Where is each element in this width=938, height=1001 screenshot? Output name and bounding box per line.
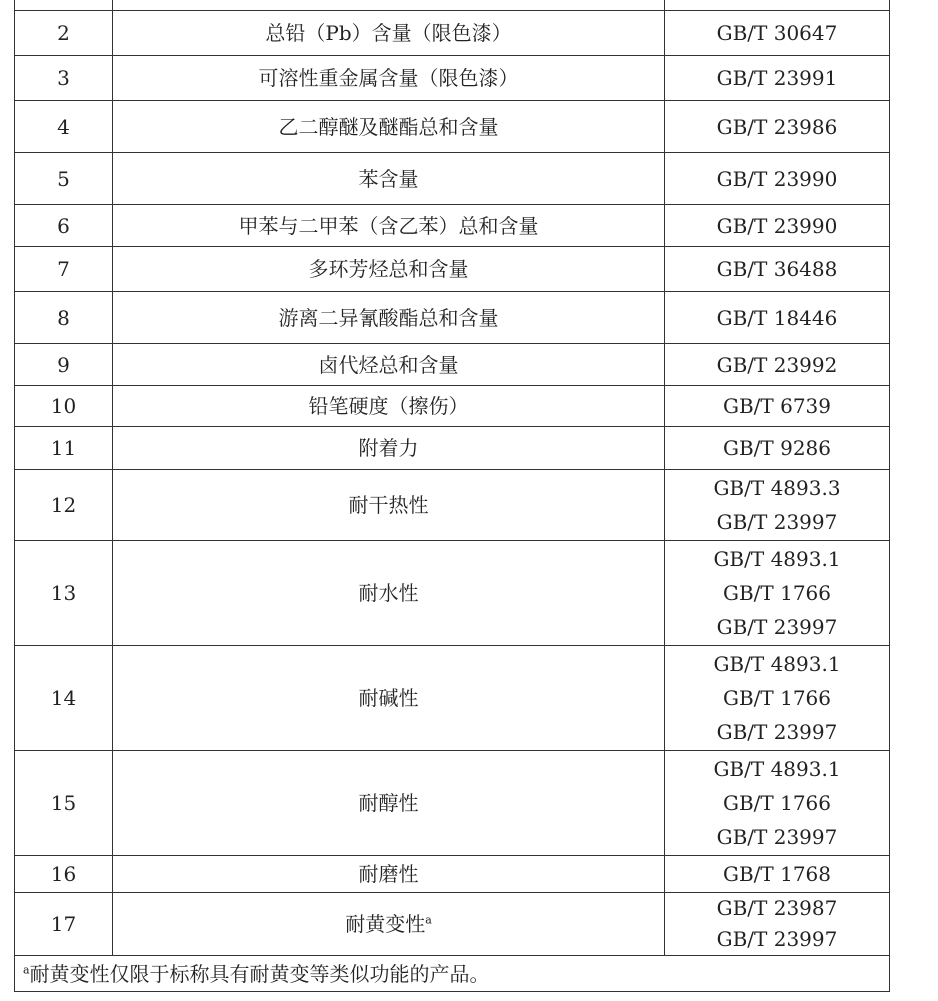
row-item: 耐干热性 [113,470,665,541]
table-body [15,0,890,992]
row-number: 10 [15,386,113,427]
footnote-marker: a [425,913,432,927]
row-method [665,751,890,856]
row-item: 耐醇性 [113,751,665,856]
row-number: 15 [15,751,113,856]
table-row [15,56,890,101]
row-number: 6 [15,205,113,247]
row-item: 可溶性重金属含量（限色漆） [113,56,665,101]
test-method-table [14,0,890,992]
method-line: GB/T 23997 [716,927,838,951]
row-method [665,0,890,11]
table-row [15,541,890,646]
row-method: GB/T 23991 [665,56,890,101]
method-line: GB/T 4893.1 [713,652,841,676]
table-row [15,646,890,751]
row-number: 3 [15,56,113,101]
row-item: 乙二醇醚及醚酯总和含量 [113,101,665,153]
row-method: GB/T 1768 [665,856,890,893]
table-row [15,386,890,427]
table-row [15,205,890,247]
method-line: GB/T 4893.3 [713,476,841,500]
row-item: 甲苯与二甲苯（含乙苯）总和含量 [113,205,665,247]
row-method: GB/T 36488 [665,247,890,292]
method-line: GB/T 1766 [722,581,831,605]
row-method: GB/T 30647 [665,11,890,56]
row-method [665,541,890,646]
footnote-text: 耐黄变性仅限于标称具有耐黄变等类似功能的产品。 [29,961,490,986]
table-row [15,247,890,292]
row-number: 5 [15,153,113,205]
row-method [665,470,890,541]
row-method [665,646,890,751]
footnote [15,956,890,992]
row-method: GB/T 9286 [665,427,890,470]
row-number: 14 [15,646,113,751]
row-item: 耐磨性 [113,856,665,893]
method-line: GB/T 4893.1 [713,757,841,781]
row-item-text: 耐黄变性 [345,912,426,936]
row-method: GB/T 6739 [665,386,890,427]
row-item: 多环芳烃总和含量 [113,247,665,292]
row-method: GB/T 23986 [665,101,890,153]
row-number [15,0,113,11]
method-line: GB/T 23997 [716,825,838,849]
row-number: 4 [15,101,113,153]
row-method: GB/T 23990 [665,153,890,205]
table-row [15,11,890,56]
row-number: 17 [15,893,113,956]
row-number: 16 [15,856,113,893]
row-item: 铅笔硬度（擦伤） [113,386,665,427]
table-row [15,344,890,386]
table-row [15,470,890,541]
row-item: 总铅（Pb）含量（限色漆） [113,11,665,56]
method-line: GB/T 23987 [716,896,838,920]
row-item: 附着力 [113,427,665,470]
method-line: GB/T 1766 [722,791,831,815]
row-item: 卤代烃总和含量 [113,344,665,386]
footnote-row [15,956,890,992]
method-line: GB/T 1766 [722,686,831,710]
row-item [113,893,665,956]
method-line: GB/T 23997 [716,720,838,744]
method-line: GB/T 23997 [716,615,838,639]
method-line: GB/T 23997 [716,510,838,534]
row-method: GB/T 23992 [665,344,890,386]
row-item [113,0,665,11]
row-item: 耐水性 [113,541,665,646]
table-row [15,751,890,856]
row-method: GB/T 18446 [665,292,890,344]
row-number: 8 [15,292,113,344]
row-number: 12 [15,470,113,541]
row-number: 9 [15,344,113,386]
footnote-marker: a [23,962,30,976]
row-item: 游离二异氰酸酯总和含量 [113,292,665,344]
row-method: GB/T 23990 [665,205,890,247]
table-row [15,856,890,893]
table-row [15,427,890,470]
row-method [665,893,890,956]
row-number: 2 [15,11,113,56]
table-row [15,0,890,11]
row-item: 耐碱性 [113,646,665,751]
row-number: 11 [15,427,113,470]
row-number: 7 [15,247,113,292]
table-row [15,153,890,205]
row-item: 苯含量 [113,153,665,205]
method-line: GB/T 4893.1 [713,547,841,571]
table-row [15,292,890,344]
table-row [15,101,890,153]
table-row [15,893,890,956]
row-number: 13 [15,541,113,646]
